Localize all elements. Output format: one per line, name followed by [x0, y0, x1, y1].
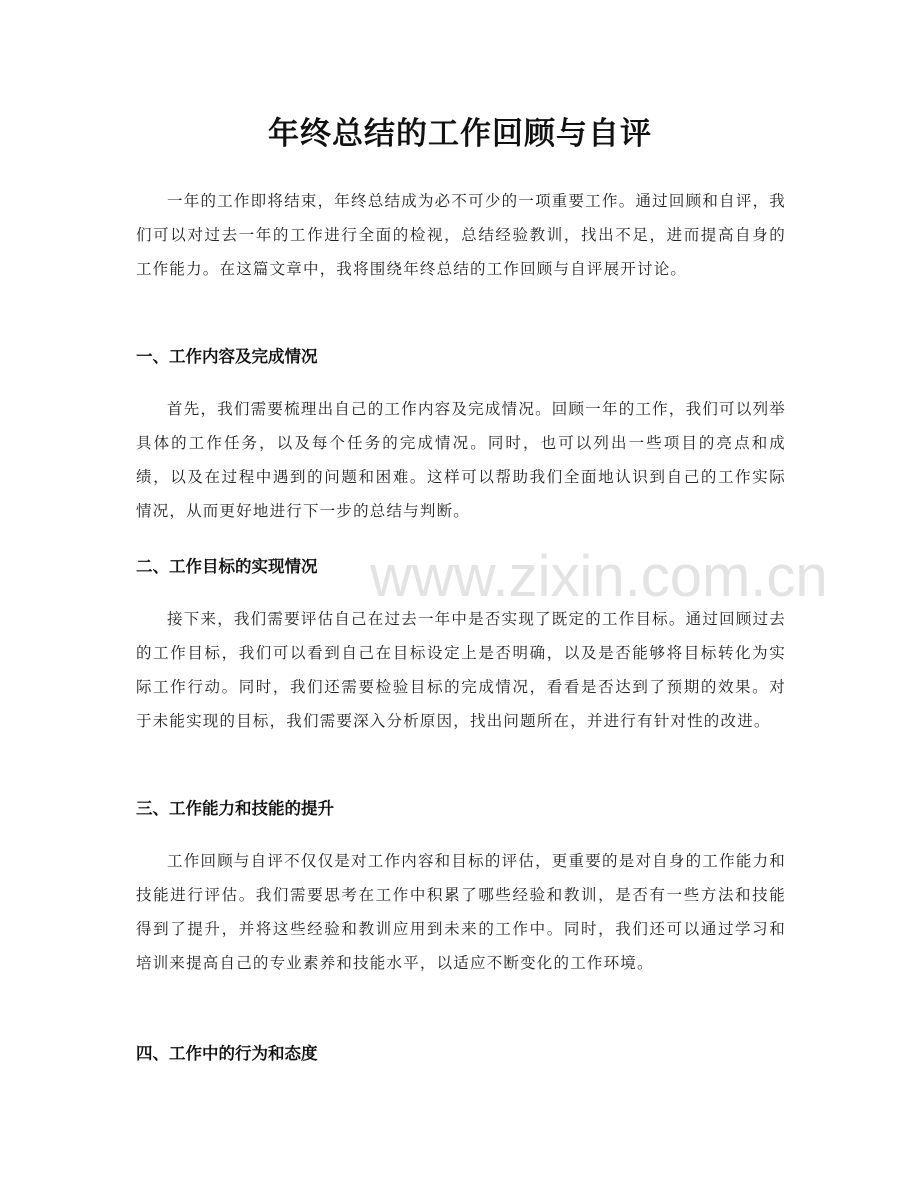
- section-body-3: 工作回顾与自评不仅仅是对工作内容和目标的评估，更重要的是对自身的工作能力和技能进行评估。我们需要思考在工作中积累了哪些经验和教训，是否有一些方法和技能得到了提升，并将这些经验和教训应用到未来的工作中。同时，我们还可以通过学习和培训来提高自己的专业素养和技能水平，以适应不断变化的工作环境。: [136, 852, 786, 972]
- section-heading-1: 一、工作内容及完成情况: [136, 347, 318, 366]
- section-heading-3: 三、工作能力和技能的提升: [136, 799, 334, 818]
- section-body-2: 接下来，我们需要评估自己在过去一年中是否实现了既定的工作目标。通过回顾过去的工作目标，我们可以看到自己在目标设定上是否明确，以及是否能够将目标转化为实际工作行动。同时，我们还需要检验目标的完成情况，看看是否达到了预期的效果。对于未能实现的目标，我们需要深入分析原因，找出问题所在，并进行有针对性的改进。: [136, 610, 786, 730]
- section-body-1: 首先，我们需要梳理出自己的工作内容及完成情况。回顾一年的工作，我们可以列举具体的工作任务，以及每个任务的完成情况。同时，也可以列出一些项目的亮点和成绩，以及在过程中遇到的问题和困难。这样可以帮助我们全面地认识到自己的工作实际情况，从而更好地进行下一步的总结与判断。: [136, 400, 786, 520]
- section-heading-2: 二、工作目标的实现情况: [136, 557, 318, 576]
- intro-paragraph: 一年的工作即将结束，年终总结成为必不可少的一项重要工作。通过回顾和自评，我们可以对过去一年的工作进行全面的检视，总结经验教训，找出不足，进而提高自身的工作能力。在这篇文章中，我将围绕年终总结的工作回顾与自评展开讨论。: [136, 192, 786, 278]
- watermark: www.zixin.com.cn: [370, 544, 828, 609]
- section-heading-4: 四、工作中的行为和态度: [136, 1044, 318, 1063]
- page-title: 年终总结的工作回顾与自评: [268, 116, 652, 152]
